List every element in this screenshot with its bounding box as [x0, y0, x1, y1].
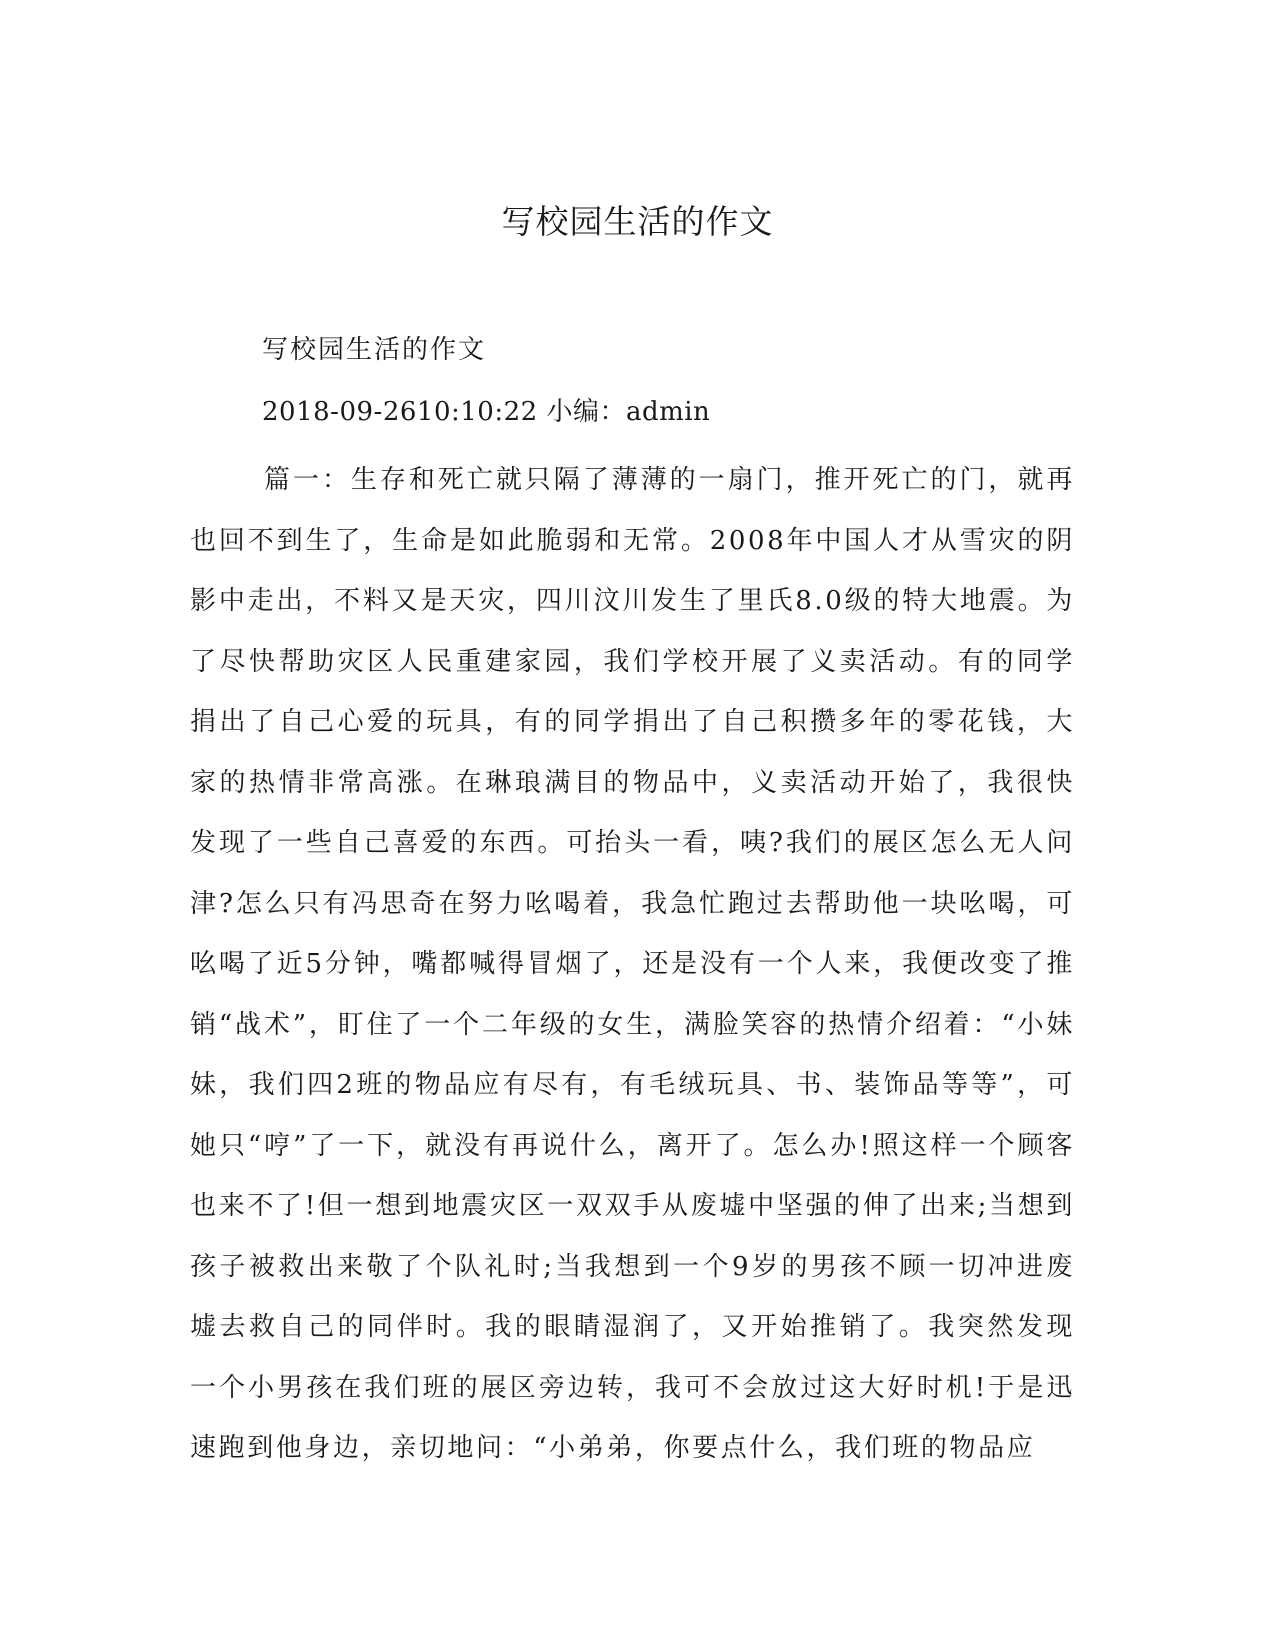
article-title: 写校园生活的作文 — [262, 335, 487, 365]
document-title: 写校园生活的作文 — [501, 202, 774, 241]
article-date-author: 2018-09-2610:10:22 小编：admin — [262, 397, 711, 427]
article-body: 篇一：生存和死亡就只隔了薄薄的一扇门，推开死亡的门，就再也回不到生了，生命是如此脆弱和无常。2008年中国人才从雪灾的阴影中走出，不料又是天灾，四川汶川发生了里氏8.0级的特大地震。为了尽快帮助灾区人民重建家园，我们学校开展了义卖活动。有的同学捐出了自己心爱的玩具，有的同学捐出了自己积攒多年的零花钱，大家的热情非常高涨。在琳琅满目的物品中，义卖活动开始了，我很快发现了一些自己喜爱的东西。可抬头一看，咦?我们的展区怎么无人问津?怎么只有冯思奇在努力吆喝着，我急忙跑过去帮助他一块吆喝，可吆喝了近5分钟，嘴都喊得冒烟了，还是没有一个人来，我便改变了推销“战术”，盯住了一个二年级的女生，满脸笑容的热情介绍着：“小妹妹，我们四2班的物品应有尽有，有毛绒玩具、书、装饰品等等”，可她只“哼”了一下，就没有再说什么，离开了。怎么办!照这样一个顾客也来不了!但一想到地震灾区一双双手从废墟中坚强的伸了出来;当想到孩子被救出来敬了个队礼时;当我想到一个9岁的男孩不顾一切冲进废墟去救自己的同伴时。我的眼睛湿润了，又开始推销了。我突然发现一个小男孩在我们班的展区旁边转，我可不会放过这大好时机!于是迅速跑到他身边，亲切地问：“小弟弟，你要点什么，我们班的物品应 — [190, 465, 1075, 1463]
